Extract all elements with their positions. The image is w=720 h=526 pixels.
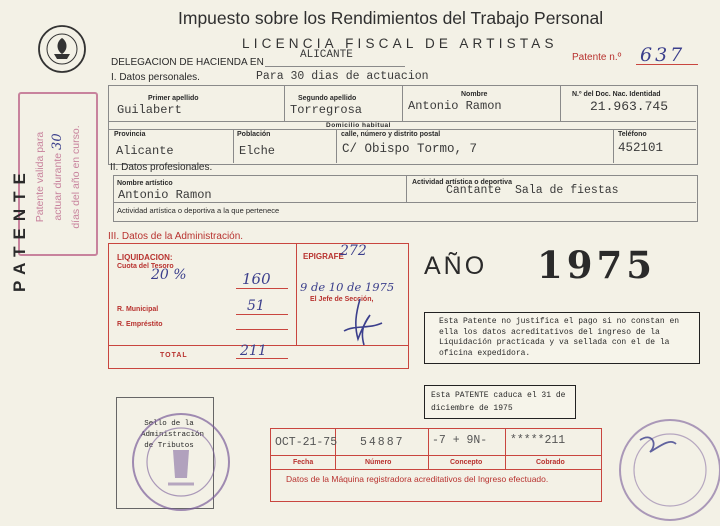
administracion-stamp-icon (128, 408, 234, 516)
calle-value: C/ Obispo Tormo, 7 (342, 142, 478, 156)
nombre-value: Antonio Ramon (408, 99, 502, 113)
delegacion-underline (265, 66, 405, 67)
divider (284, 85, 285, 121)
section-2-title: II. Datos profesionales. (110, 162, 213, 173)
validity-stamp (18, 92, 98, 256)
actividad-value: Cantante Sala de fiestas (446, 184, 619, 197)
section-3-title: III. Datos de la Administración. (108, 231, 244, 242)
patente-number: 637 (640, 44, 686, 66)
recargo-underline (236, 314, 288, 315)
cuota-label: Cuota del Tesoro (117, 263, 174, 270)
machine-fecha-value: OCT-21-75 (275, 436, 338, 449)
nombre-artistico-value: Antonio Ramon (118, 188, 212, 202)
document-subtitle: LICENCIA FISCAL DE ARTISTAS (242, 36, 558, 51)
liquidacion-title: LIQUIDACION: (117, 253, 173, 262)
total-value: 211 (240, 343, 267, 359)
cuota-underline (236, 288, 288, 289)
cuota-pct: 20 % (151, 267, 187, 283)
epigrafe-value: 272 (340, 243, 367, 259)
divider (505, 428, 506, 469)
date-value: 9 de 10 de 1975 (300, 280, 395, 294)
actividad-label: Actividad artística o deportiva (412, 179, 512, 186)
domicilio-label: Domicilio habitual (326, 122, 391, 129)
apellido1-label: Primer apellido (148, 95, 199, 102)
divider (270, 469, 601, 470)
machine-numero-label: Número (365, 459, 392, 466)
actividad-pertenece-label: Actividad artística o deportiva a la que pertenece (117, 206, 280, 215)
apellido1-value: Guilabert (117, 103, 182, 117)
total-label: TOTAL (160, 352, 188, 359)
emprestito-underline (236, 329, 288, 330)
machine-cobrado-value: *****211 (510, 434, 566, 447)
notice-box (424, 312, 700, 364)
calle-label: calle, número y distrito postal (341, 131, 441, 138)
machine-note: Datos de la Máquina registradora acreditativos del Ingreso efectuado. (286, 474, 549, 484)
sello-label: Sello de la Administración de Tributos (141, 420, 205, 450)
seal-top-left-icon (37, 24, 87, 74)
document-title: Impuesto sobre los Rendimientos del Trabajo Personal (178, 8, 604, 28)
divider (233, 129, 234, 163)
emprestito-label: R. Empréstito (117, 321, 163, 328)
poblacion-value: Elche (239, 144, 276, 158)
divider (560, 85, 561, 121)
divider (270, 455, 601, 456)
dni-label: N.º del Doc. Nac. Identidad (572, 91, 661, 98)
patente-side-label: PATENTE (10, 166, 29, 292)
nombre-label: Nombre (461, 91, 488, 98)
section-1-title: I. Datos personales. (111, 72, 200, 83)
machine-concepto-value: -7 + 9N- (432, 434, 488, 447)
total-underline (236, 358, 288, 359)
signature-icon (330, 295, 390, 350)
divider (108, 121, 696, 122)
provincia-label: Provincia (114, 131, 146, 138)
divider (613, 129, 614, 163)
dni-value: 21.963.745 (590, 99, 669, 114)
machine-cobrado-label: Cobrado (536, 459, 565, 466)
patente-underline (636, 64, 698, 65)
recargo-value: 51 (247, 298, 265, 314)
cuota-value: 160 (242, 270, 271, 288)
apellido2-label: Segundo apellido (298, 95, 357, 102)
divider (402, 85, 403, 121)
patente-label: Patente n.º (572, 52, 622, 63)
provincia-value: Alicante (116, 144, 174, 158)
notice-text: Esta Patente no justifica el pago si no constan en ella los datos acreditativos del ingreso de la Liquidación practicada y va sellada con el de la oficina expedidora. (439, 317, 680, 358)
telefono-value: 452101 (618, 141, 664, 155)
nombre-artistico-label: Nombre artístico (117, 180, 173, 187)
divider (428, 428, 429, 469)
divider (406, 175, 407, 202)
divider (113, 202, 696, 203)
machine-concepto-label: Concepto (450, 459, 483, 466)
caduca-text: Esta PATENTE caduca el 31 de diciembre de 1975 (431, 391, 566, 413)
poblacion-label: Población (237, 131, 271, 138)
validity-stamp-line1: Patente valida para (34, 131, 46, 223)
epigrafe-label: EPIGRAFE (303, 252, 344, 261)
divider (296, 243, 297, 345)
divider (108, 129, 696, 130)
validity-days: 30 (50, 133, 65, 150)
validity-stamp-line3: días del año en curso. (70, 125, 82, 229)
telefono-label: Teléfono (618, 131, 647, 138)
delegacion-value: ALICANTE (300, 49, 353, 61)
year-label: AÑO (424, 252, 488, 280)
right-stamp-icon (612, 410, 720, 521)
delegacion-label: DELEGACION DE HACIENDA EN (111, 57, 264, 68)
apellido2-value: Torregrosa (290, 103, 363, 117)
caduca-box (424, 385, 576, 419)
year-value: 1975 (537, 243, 656, 287)
machine-numero-value: 54887 (360, 436, 405, 449)
duration-value: Para 30 dias de actuacion (256, 70, 429, 83)
jefe-label: El Jefe de Sección, (310, 296, 374, 303)
recargo-label: R. Municipal (117, 306, 159, 313)
validity-stamp-line2: actuar durante 30 (50, 133, 65, 221)
divider (336, 129, 337, 163)
machine-fecha-label: Fecha (293, 459, 314, 466)
